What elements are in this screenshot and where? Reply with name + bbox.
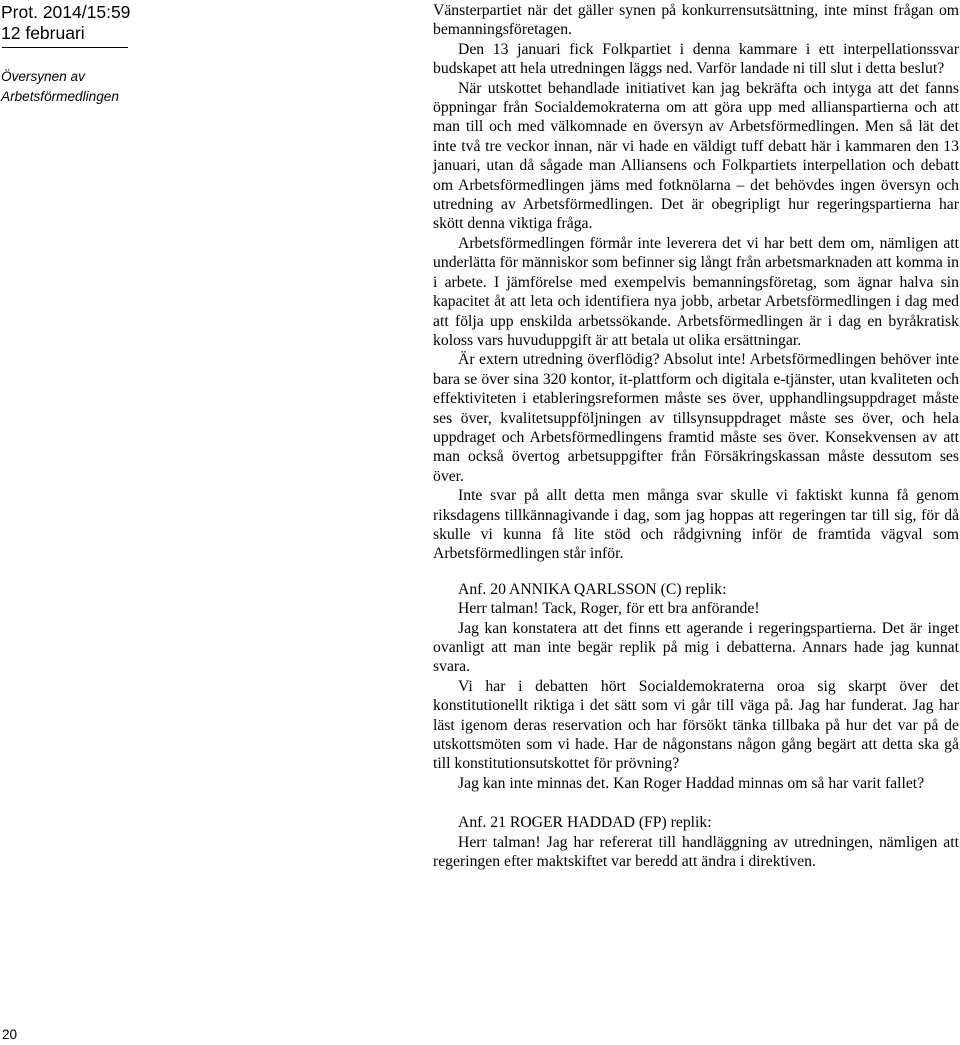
speaker-heading-20: Anf. 20 ANNIKA QARLSSON (C) replik:	[458, 580, 727, 598]
reply21-paragraph-1: Herr talman! Jag har refererat till handläggning av utredningen, nämligen att regeringen efter maktskiftet var beredd att ändra i direktiven.	[433, 833, 959, 871]
speaker-heading-21: Anf. 21 ROGER HADDAD (FP) replik:	[458, 814, 712, 832]
margin-column	[0, 0, 150, 1045]
page-number: 20	[2, 1027, 18, 1042]
reply20-paragraph-3: Vi har i debatten hört Socialdemokraterna oroa sig skarpt över det konstitutionellt riktiga i det sätt som vi går till väga på. Jag har funderat. Jag har läst igenom deras reservation och har försökt tänka tillbaka på hur det var på de utskottsmöten som vi hade. Har de någonstans någon gång begärt att detta ska gå till konstitutionsutskottet för prövning?	[433, 677, 959, 773]
section-spacer	[433, 793, 959, 813]
body-paragraph-1: Vänsterpartiet när det gäller synen på konkurrensutsättning, inte minst frågan om bemanningsföretagen.	[433, 2, 959, 39]
debate-topic	[1, 67, 119, 107]
body-paragraph-4: Arbetsförmedlingen förmår inte leverera det vi har bett dem om, nämligen att underlätta för människor som befinner sig långt från arbetsmarknaden att komma in i arbete. I jämförelse med exempelvis bemanningsföretag, som ägnar halva sin kapacitet åt att leta och identifiera nya jobb, arbetar Arbetsförmedlingen i dag med att följa upp enskilda arbetssökande. Arbetsförmedlingen är i dag en byråkratisk koloss vars huvuduppgift är att betala ut olika ersättningar.	[433, 234, 959, 349]
header-rule	[2, 47, 128, 48]
session-date: 12 februari	[1, 23, 85, 43]
body-paragraph-3: När utskottet behandlade initiativet kan jag bekräfta och intyga att det fanns öppningar från Socialdemokraterna om att göra upp med allianspartierna och att man till och med välkomnade en översyn av Arbetsförmedlingen. Men så lät det inte två tre veckor innan, när vi hade en väldigt tuff debatt här i kammaren den 13 januari, utan då sågade man Alliansens och Folkpartiets interpellation och debatt om Arbetsförmedlingen jäms med fotknölarna – det behövdes ingen översyn och utredning av Arbetsförmedlingen. Det är obegripligt hur regeringspartierna har skött denna viktiga fråga.	[433, 79, 959, 233]
section-spacer	[433, 564, 959, 580]
debate-topic-line-2: Arbetsförmedlingen	[1, 89, 119, 104]
speech-text	[433, 1, 959, 871]
reply20-paragraph-1: Herr talman! Tack, Roger, för ett bra anförande!	[458, 600, 760, 618]
body-paragraph-6: Inte svar på allt detta men många svar skulle vi faktiskt kunna få genom riksdagens tillkännagivande i dag, som jag hoppas att regeringen tar till sig, för då skulle vi kunna få lite stöd och rådgivning inför de framtida vägval som Arbetsförmedlingen står inför.	[433, 487, 959, 563]
body-paragraph-2: Den 13 januari fick Folkpartiet i denna kammare i ett interpellationssvar budskapet att hela utredningen läggs ned. Varför landade ni till slut i detta beslut?	[433, 40, 959, 78]
reply20-paragraph-2: Jag kan konstatera att det finns ett agerande i regeringspartierna. Det är inget ovanligt att man inte begär replik på mig i debatterna. Annars hade jag kunnat svara.	[433, 619, 959, 676]
body-paragraph-5: Är extern utredning överflödig? Absolut inte! Arbetsförmedlingen behöver inte bara se över sina 320 kontor, it-plattform och digitala e-tjänster, utan kvaliteten och effektiviteten i etableringsreformen måste ses över, upphandlingsuppdraget måste ses över, kvalitetsuppföljningen av tillsynsuppdraget måste ses över, och hela uppdraget och Arbetsförmedlingens framtid måste ses över. Konsekvensen av att man också övertog arbetsuppgifter från Försäkringskassan måste dessutom ses över.	[433, 351, 959, 485]
debate-topic-line-1: Översynen av	[1, 69, 85, 84]
protocol-number: Prot. 2014/15:59	[1, 2, 131, 22]
reply20-paragraph-4: Jag kan inte minnas det. Kan Roger Haddad minnas om så har varit fallet?	[458, 774, 925, 792]
